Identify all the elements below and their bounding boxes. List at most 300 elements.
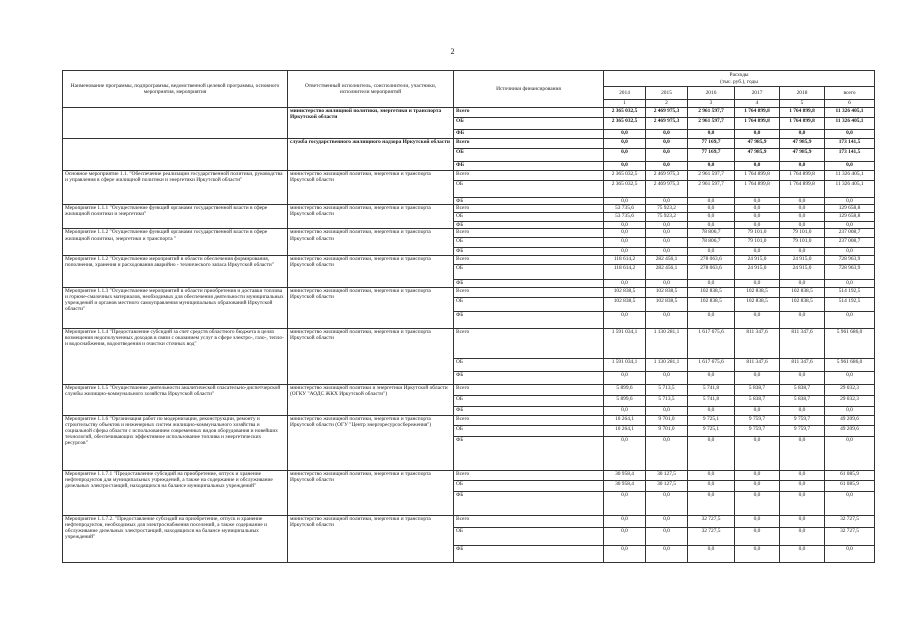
amount-cell: 0,0 bbox=[688, 371, 735, 384]
amount-cell: 5 741,8 bbox=[688, 395, 735, 406]
amount-total: 728 963,9 bbox=[825, 255, 875, 264]
amount-total: 0,0 bbox=[825, 222, 875, 229]
amount-cell: 0,0 bbox=[688, 311, 735, 328]
amount-cell: 9 759,7 bbox=[780, 425, 825, 436]
amount-cell: 1 591 034,1 bbox=[604, 358, 646, 371]
amount-cell: 0,0 bbox=[688, 198, 735, 205]
amount-total: 728 963,9 bbox=[825, 264, 875, 279]
amount-cell: 0,0 bbox=[735, 406, 780, 415]
amount-cell: 0,0 bbox=[735, 545, 780, 562]
amount-cell: 79 101,0 bbox=[735, 229, 780, 238]
amount-cell: 0,0 bbox=[646, 436, 688, 470]
funding-source: ФБ bbox=[454, 436, 604, 470]
amount-cell: 77 169,7 bbox=[688, 149, 735, 162]
amount-cell: 0,0 bbox=[688, 545, 735, 562]
amount-cell: 0,0 bbox=[780, 406, 825, 415]
funding-source: ФБ bbox=[454, 311, 604, 328]
amount-cell: 0,0 bbox=[646, 149, 688, 162]
amount-cell: 30 127,5 bbox=[646, 480, 688, 491]
amount-cell: 811 347,6 bbox=[735, 358, 780, 371]
activity-name: Мероприятие 1.1.2 "Осуществление функций органами государственной власти в сфере жилищной политики, энергетики и транспорта " bbox=[63, 229, 288, 255]
amount-cell: 0,0 bbox=[780, 527, 825, 545]
executor-name: служба государственного жилищного надзора Иркутской области bbox=[288, 139, 454, 171]
amount-cell: 278 063,6 bbox=[688, 255, 735, 264]
amount-cell: 47 985,9 bbox=[735, 149, 780, 162]
amount-cell: 1 764 899,8 bbox=[780, 108, 825, 118]
amount-cell: 0,0 bbox=[604, 545, 646, 562]
amount-cell: 5 838,7 bbox=[780, 384, 825, 395]
amount-cell: 0,0 bbox=[780, 515, 825, 527]
funding-source: Всего bbox=[454, 384, 604, 395]
amount-total: 0,0 bbox=[825, 371, 875, 384]
amount-cell: 0,0 bbox=[604, 279, 646, 287]
amount-cell: 47 985,9 bbox=[735, 139, 780, 149]
financing-table bbox=[62, 70, 875, 563]
funding-source: Всего bbox=[454, 515, 604, 527]
amount-cell: 811 347,6 bbox=[780, 328, 825, 358]
amount-cell: 102 838,5 bbox=[688, 287, 735, 297]
amount-total: 237 008,7 bbox=[825, 238, 875, 248]
amount-cell: 0,0 bbox=[604, 162, 646, 171]
amount-total: 0,0 bbox=[825, 162, 875, 171]
amount-cell: 0,0 bbox=[646, 238, 688, 248]
funding-source: ОБ bbox=[454, 181, 604, 198]
amount-cell: 79 101,0 bbox=[780, 229, 825, 238]
amount-cell: 0,0 bbox=[688, 248, 735, 255]
amount-cell: 30 958,4 bbox=[604, 470, 646, 480]
amount-cell: 0,0 bbox=[735, 515, 780, 527]
funding-source: ОБ bbox=[454, 527, 604, 545]
amount-cell: 75 923,2 bbox=[646, 213, 688, 222]
amount-cell: 0,0 bbox=[604, 515, 646, 527]
amount-cell: 2 469 975,3 bbox=[646, 108, 688, 118]
funding-source: ФБ bbox=[454, 279, 604, 287]
amount-cell: 1 764 899,8 bbox=[780, 118, 825, 130]
amount-cell: 0,0 bbox=[646, 527, 688, 545]
amount-cell: 5 899,6 bbox=[604, 395, 646, 406]
column-number: 1 bbox=[604, 100, 646, 108]
amount-cell: 24 915,0 bbox=[735, 255, 780, 264]
amount-total: 173 141,5 bbox=[825, 149, 875, 162]
amount-cell: 32 727,5 bbox=[688, 515, 735, 527]
amount-cell: 0,0 bbox=[735, 222, 780, 229]
amount-cell: 0,0 bbox=[780, 470, 825, 480]
amount-cell: 9 759,7 bbox=[780, 415, 825, 425]
amount-cell: 32 727,5 bbox=[688, 527, 735, 545]
amount-cell: 53 735,6 bbox=[604, 213, 646, 222]
funding-source: ФБ bbox=[454, 198, 604, 205]
amount-cell: 0,0 bbox=[646, 130, 688, 139]
funding-source: ОБ bbox=[454, 425, 604, 436]
executor-name: министерство жилищной политики и энергетики Иркутской области (ОГКУ "АОДС ЖКХ Иркутской области") bbox=[288, 384, 454, 415]
amount-cell: 102 838,5 bbox=[604, 297, 646, 311]
amount-cell: 10 264,1 bbox=[604, 425, 646, 436]
amount-cell: 5 838,7 bbox=[735, 384, 780, 395]
amount-cell: 282 456,1 bbox=[646, 264, 688, 279]
amount-cell: 0,0 bbox=[604, 198, 646, 205]
amount-cell: 0,0 bbox=[604, 491, 646, 515]
amount-cell: 30 127,5 bbox=[646, 470, 688, 480]
amount-cell: 0,0 bbox=[646, 491, 688, 515]
amount-cell: 1 764 899,8 bbox=[780, 171, 825, 181]
amount-cell: 102 838,5 bbox=[646, 297, 688, 311]
amount-cell: 1 617 675,6 bbox=[688, 358, 735, 371]
funding-source: ФБ bbox=[454, 371, 604, 384]
amount-cell: 102 838,5 bbox=[780, 287, 825, 297]
amount-total: 0,0 bbox=[825, 311, 875, 328]
amount-cell: 1 617 675,6 bbox=[688, 328, 735, 358]
activity-name: Мероприятие 1.1.7.2. "Предоставление субсидий на приобретение, отпуск и хранение нефтепродуктов, необходимых для электроснабжения поселений, а также содержание и обслуживание дизельных электростанций, находящихся на балансе муниципальных учреждений" bbox=[63, 515, 288, 562]
amount-cell: 0,0 bbox=[780, 311, 825, 328]
amount-cell: 811 347,6 bbox=[780, 358, 825, 371]
activity-name: Основное мероприятие 1.1. "Обеспечение реализации государственной политики, руководства и управления в сфере жилищной политики и энергетики Иркутской области" bbox=[63, 171, 288, 205]
column-number: 2 bbox=[646, 100, 688, 108]
amount-cell: 0,0 bbox=[646, 279, 688, 287]
amount-total: 29 032,3 bbox=[825, 384, 875, 395]
amount-cell: 0,0 bbox=[604, 527, 646, 545]
funding-source: Всего bbox=[454, 205, 604, 213]
table-row bbox=[63, 205, 875, 213]
amount-cell: 75 923,2 bbox=[646, 205, 688, 213]
funding-source: ОБ bbox=[454, 395, 604, 406]
amount-cell: 0,0 bbox=[688, 213, 735, 222]
funding-source: Всего bbox=[454, 287, 604, 297]
amount-cell: 24 915,0 bbox=[735, 264, 780, 279]
amount-cell: 102 838,5 bbox=[646, 287, 688, 297]
header-expenses bbox=[604, 71, 875, 87]
table-row bbox=[63, 108, 875, 118]
table-row bbox=[63, 415, 875, 425]
funding-source: Всего bbox=[454, 470, 604, 480]
amount-cell: 9 701,0 bbox=[646, 425, 688, 436]
amount-cell: 1 764 899,8 bbox=[735, 118, 780, 130]
executor-name: министерство жилищной политики, энергетики и транспорта Иркутской области bbox=[288, 205, 454, 229]
amount-cell: 0,0 bbox=[735, 162, 780, 171]
amount-cell: 2 365 032,5 bbox=[604, 108, 646, 118]
funding-source: ОБ bbox=[454, 238, 604, 248]
amount-cell: 0,0 bbox=[688, 491, 735, 515]
column-number: 5 bbox=[780, 100, 825, 108]
amount-total: 0,0 bbox=[825, 279, 875, 287]
amount-cell: 0,0 bbox=[688, 162, 735, 171]
amount-cell: 0,0 bbox=[780, 279, 825, 287]
funding-source: Всего bbox=[454, 171, 604, 181]
amount-cell: 2 469 975,3 bbox=[646, 118, 688, 130]
amount-total: 0,0 bbox=[825, 491, 875, 515]
amount-cell: 5 741,8 bbox=[688, 384, 735, 395]
amount-cell: 0,0 bbox=[735, 213, 780, 222]
amount-total: 173 141,5 bbox=[825, 139, 875, 149]
amount-total: 514 192,5 bbox=[825, 287, 875, 297]
amount-cell: 102 838,5 bbox=[780, 297, 825, 311]
activity-name: Мероприятие 1.1.7.1 "Предоставление субсидий на приобретение, оптуск и хранение нефтепродуктов для муниципальных учреждений, а также на содержание и обслуживание дизельных электростанций, находящихся на балансе муниципальных учреждений" bbox=[63, 470, 288, 515]
activity-name bbox=[63, 108, 288, 139]
amount-cell: 2 365 032,5 bbox=[604, 171, 646, 181]
amount-cell: 0,0 bbox=[735, 480, 780, 491]
header-year-total: всего bbox=[825, 87, 875, 100]
amount-cell: 0,0 bbox=[780, 205, 825, 213]
amount-cell: 102 838,5 bbox=[688, 297, 735, 311]
amount-total: 0,0 bbox=[825, 406, 875, 415]
amount-cell: 0,0 bbox=[604, 311, 646, 328]
amount-cell: 53 735,6 bbox=[604, 205, 646, 213]
funding-source: ОБ bbox=[454, 213, 604, 222]
amount-cell: 0,0 bbox=[780, 545, 825, 562]
amount-total: 0,0 bbox=[825, 545, 875, 562]
funding-source: ФБ bbox=[454, 162, 604, 171]
amount-cell: 102 838,5 bbox=[735, 297, 780, 311]
executor-name: министерство жилищной политики, энергетики и транспорта Иркутской области bbox=[288, 470, 454, 515]
amount-cell: 2 961 597,7 bbox=[688, 108, 735, 118]
header-year: 2015 bbox=[646, 87, 688, 100]
executor-name: министерство жилищной политики, энергетики и транспорта Иркутской области (ОГУ "Центр энергоресурсосбережения") bbox=[288, 415, 454, 470]
table-header bbox=[63, 71, 875, 108]
amount-cell: 2 961 597,7 bbox=[688, 171, 735, 181]
amount-cell: 0,0 bbox=[688, 279, 735, 287]
amount-total: 61 085,9 bbox=[825, 470, 875, 480]
activity-name: Мероприятие 1.1.6 "Организация работ по модернизации, реконструкции, ремонту и строительству объектов и инженерных систем жилищно-коммунального хозяйства и социальной сферы области с использованием современных видов оборудования и новейших технологий, обеспечивающих эффективное использование топлива и энергетических ресурсов" bbox=[63, 415, 288, 470]
amount-cell: 0,0 bbox=[780, 480, 825, 491]
header-executor: Ответственный исполнитель, соисполнители, участники, исполнители мероприятий bbox=[288, 71, 454, 108]
amount-cell: 2 365 032,5 bbox=[604, 181, 646, 198]
amount-cell: 0,0 bbox=[735, 248, 780, 255]
amount-cell: 811 347,6 bbox=[735, 328, 780, 358]
amount-cell: 0,0 bbox=[646, 222, 688, 229]
amount-cell: 0,0 bbox=[604, 406, 646, 415]
amount-cell: 0,0 bbox=[688, 436, 735, 470]
amount-cell: 0,0 bbox=[735, 470, 780, 480]
activity-name: Мероприятие 1.1.1 "Осуществление функций органами государственной власти в сфере жилищной политики и энергетики" bbox=[63, 205, 288, 229]
header-units: (тыс. руб.), годы bbox=[720, 78, 758, 85]
funding-source: ФБ bbox=[454, 545, 604, 562]
amount-cell: 0,0 bbox=[735, 491, 780, 515]
amount-total: 49 209,6 bbox=[825, 425, 875, 436]
funding-source: ОБ bbox=[454, 358, 604, 371]
amount-cell: 0,0 bbox=[688, 470, 735, 480]
amount-cell: 0,0 bbox=[735, 279, 780, 287]
activity-name: Мероприятие 1.1.5 "Осуществление деятельности аналитической спасательно-диспетчерской службы жилищно-коммунального хозяйства Иркутской области" bbox=[63, 384, 288, 415]
amount-cell: 0,0 bbox=[646, 515, 688, 527]
amount-total: 32 727,5 bbox=[825, 527, 875, 545]
amount-cell: 9 725,1 bbox=[688, 425, 735, 436]
funding-source: ФБ bbox=[454, 491, 604, 515]
amount-cell: 24 915,0 bbox=[780, 255, 825, 264]
executor-name: министерство жилищной политики, энергетики и транспорта Иркутской области bbox=[288, 515, 454, 562]
funding-source: Всего bbox=[454, 108, 604, 118]
executor-name: министерство жилищной политики, энергетики и транспорта Иркутской области bbox=[288, 108, 454, 139]
executor-name: министерство жилищной политики, энергетики и транспорта Иркутской области bbox=[288, 171, 454, 205]
table-row bbox=[63, 229, 875, 238]
amount-cell: 278 063,6 bbox=[688, 264, 735, 279]
funding-source: ФБ bbox=[454, 222, 604, 229]
amount-cell: 79 101,0 bbox=[735, 238, 780, 248]
amount-cell: 5 713,5 bbox=[646, 384, 688, 395]
amount-cell: 0,0 bbox=[735, 311, 780, 328]
amount-cell: 0,0 bbox=[604, 130, 646, 139]
amount-cell: 0,0 bbox=[688, 480, 735, 491]
amount-total: 129 658,8 bbox=[825, 205, 875, 213]
header-year: 2018 bbox=[780, 87, 825, 100]
amount-cell: 78 806,7 bbox=[688, 229, 735, 238]
amount-total: 514 192,5 bbox=[825, 297, 875, 311]
header-year: 2014 bbox=[604, 87, 646, 100]
header-year: 2017 bbox=[735, 87, 780, 100]
amount-cell: 0,0 bbox=[646, 229, 688, 238]
amount-total: 11 326 405,1 bbox=[825, 171, 875, 181]
amount-cell: 78 806,7 bbox=[688, 238, 735, 248]
column-number: 4 bbox=[735, 100, 780, 108]
amount-cell: 9 759,7 bbox=[735, 425, 780, 436]
amount-cell: 0,0 bbox=[604, 139, 646, 149]
amount-cell: 0,0 bbox=[780, 436, 825, 470]
funding-source: ОБ bbox=[454, 264, 604, 279]
amount-cell: 0,0 bbox=[688, 406, 735, 415]
amount-cell: 0,0 bbox=[646, 162, 688, 171]
funding-source: ОБ bbox=[454, 480, 604, 491]
executor-name: министерство жилищной политики, энергетики и транспорта Иркутской области bbox=[288, 229, 454, 255]
amount-cell: 0,0 bbox=[780, 491, 825, 515]
amount-cell: 10 264,1 bbox=[604, 415, 646, 425]
amount-cell: 2 961 597,7 bbox=[688, 118, 735, 130]
amount-total: 0,0 bbox=[825, 198, 875, 205]
amount-total: 237 008,7 bbox=[825, 229, 875, 238]
amount-cell: 0,0 bbox=[604, 248, 646, 255]
amount-cell: 0,0 bbox=[780, 248, 825, 255]
activity-name: Мероприятие 1.1.2 "Осуществление мероприятий в области обеспечения формирования, пополнения, хранения и расходования аварийно - технического запаса Иркутской области" bbox=[63, 255, 288, 287]
header-year: 2016 bbox=[688, 87, 735, 100]
funding-source: Всего bbox=[454, 328, 604, 358]
amount-cell: 1 764 899,8 bbox=[735, 171, 780, 181]
header-source: Источники финансирования bbox=[454, 71, 604, 108]
table-row bbox=[63, 515, 875, 527]
amount-cell: 0,0 bbox=[780, 162, 825, 171]
funding-source: Всего bbox=[454, 139, 604, 149]
amount-cell: 1 591 034,1 bbox=[604, 328, 646, 358]
amount-cell: 47 985,9 bbox=[780, 139, 825, 149]
amount-cell: 9 759,7 bbox=[735, 415, 780, 425]
amount-cell: 2 469 975,3 bbox=[646, 181, 688, 198]
activity-name: Мероприятие 1.1.4 "Предоставление субсидий за счет средств областного бюджета в целях возмещения недополученных доходов в связи с оказанием услуг в сфере электро-, газо-, тепло- и водоснабжения, водоотведения и очистки сточных вод" bbox=[63, 328, 288, 384]
amount-cell: 282 456,1 bbox=[646, 255, 688, 264]
funding-source: Всего bbox=[454, 229, 604, 238]
activity-name bbox=[63, 139, 288, 171]
amount-cell: 30 958,4 bbox=[604, 480, 646, 491]
amount-total: 0,0 bbox=[825, 248, 875, 255]
amount-cell: 0,0 bbox=[735, 371, 780, 384]
funding-source: Всего bbox=[454, 415, 604, 425]
amount-cell: 102 838,5 bbox=[735, 287, 780, 297]
table-row bbox=[63, 171, 875, 181]
amount-total: 5 961 686,0 bbox=[825, 358, 875, 371]
amount-total: 11 326 405,1 bbox=[825, 118, 875, 130]
amount-cell: 0,0 bbox=[604, 229, 646, 238]
funding-source: ФБ bbox=[454, 248, 604, 255]
table-body bbox=[63, 108, 875, 563]
amount-cell: 0,0 bbox=[646, 311, 688, 328]
amount-cell: 0,0 bbox=[780, 371, 825, 384]
amount-cell: 1 130 281,1 bbox=[646, 358, 688, 371]
amount-cell: 0,0 bbox=[646, 406, 688, 415]
amount-cell: 0,0 bbox=[604, 149, 646, 162]
table-row bbox=[63, 255, 875, 264]
amount-cell: 0,0 bbox=[646, 248, 688, 255]
amount-cell: 24 915,0 bbox=[780, 264, 825, 279]
amount-cell: 5 838,7 bbox=[780, 395, 825, 406]
amount-total: 11 326 405,1 bbox=[825, 181, 875, 198]
amount-cell: 0,0 bbox=[604, 371, 646, 384]
amount-cell: 2 961 597,7 bbox=[688, 181, 735, 198]
header-expenses-label: Расходы bbox=[729, 71, 749, 78]
amount-total: 49 209,6 bbox=[825, 415, 875, 425]
amount-cell: 0,0 bbox=[780, 213, 825, 222]
amount-total: 129 658,8 bbox=[825, 213, 875, 222]
funding-source: ОБ bbox=[454, 297, 604, 311]
amount-cell: 0,0 bbox=[735, 198, 780, 205]
amount-total: 0,0 bbox=[825, 436, 875, 470]
amount-cell: 0,0 bbox=[780, 198, 825, 205]
amount-total: 29 032,3 bbox=[825, 395, 875, 406]
executor-name: министерство жилищной политики, энергетики и транспорта Иркутской области bbox=[288, 255, 454, 287]
activity-name: Мероприятие 1.1.3 "Осуществление мероприятий в области приобретения и доставки топлива и горюче-смазочных материалов, необходимых для обеспечения деятельности муниципальных учреждений и органов местного самоуправления муниципальных образований Иркутской области" bbox=[63, 287, 288, 328]
amount-cell: 0,0 bbox=[735, 436, 780, 470]
amount-cell: 2 365 032,5 bbox=[604, 118, 646, 130]
funding-source: ФБ bbox=[454, 406, 604, 415]
amount-total: 5 961 686,0 bbox=[825, 328, 875, 358]
column-number: 3 bbox=[688, 100, 735, 108]
amount-total: 0,0 bbox=[825, 130, 875, 139]
amount-cell: 9 701,0 bbox=[646, 415, 688, 425]
amount-cell: 0,0 bbox=[646, 371, 688, 384]
amount-cell: 0,0 bbox=[604, 238, 646, 248]
executor-name: министерство жилищной политики, энергетики и транспорта Иркутской области bbox=[288, 287, 454, 328]
amount-cell: 77 169,7 bbox=[688, 139, 735, 149]
executor-name: министерство жилищной политики, энергетики и транспорта Иркутской области bbox=[288, 328, 454, 384]
table-row bbox=[63, 139, 875, 149]
amount-cell: 9 725,1 bbox=[688, 415, 735, 425]
page-number: 2 bbox=[450, 47, 455, 56]
table-row bbox=[63, 287, 875, 297]
amount-cell: 0,0 bbox=[688, 130, 735, 139]
table-row bbox=[63, 328, 875, 358]
amount-cell: 0,0 bbox=[735, 205, 780, 213]
amount-cell: 0,0 bbox=[735, 130, 780, 139]
amount-cell: 0,0 bbox=[604, 436, 646, 470]
amount-cell: 47 985,9 bbox=[780, 149, 825, 162]
amount-cell: 0,0 bbox=[604, 222, 646, 229]
amount-cell: 1 764 899,8 bbox=[735, 108, 780, 118]
funding-source: ОБ bbox=[454, 149, 604, 162]
amount-cell: 0,0 bbox=[646, 198, 688, 205]
amount-cell: 118 614,2 bbox=[604, 255, 646, 264]
amount-total: 11 326 405,1 bbox=[825, 108, 875, 118]
amount-cell: 1 130 281,1 bbox=[646, 328, 688, 358]
amount-cell: 118 614,2 bbox=[604, 264, 646, 279]
amount-cell: 1 764 899,8 bbox=[780, 181, 825, 198]
funding-source: ОБ bbox=[454, 118, 604, 130]
amount-cell: 0,0 bbox=[646, 545, 688, 562]
amount-cell: 5 713,5 bbox=[646, 395, 688, 406]
amount-cell: 0,0 bbox=[688, 222, 735, 229]
amount-cell: 79 101,0 bbox=[780, 238, 825, 248]
amount-cell: 0,0 bbox=[688, 205, 735, 213]
amount-cell: 5 838,7 bbox=[735, 395, 780, 406]
amount-cell: 1 764 899,8 bbox=[735, 181, 780, 198]
amount-cell: 102 838,5 bbox=[604, 287, 646, 297]
table-row bbox=[63, 470, 875, 480]
amount-cell: 2 469 975,3 bbox=[646, 171, 688, 181]
amount-cell: 0,0 bbox=[646, 139, 688, 149]
amount-cell: 0,0 bbox=[735, 527, 780, 545]
